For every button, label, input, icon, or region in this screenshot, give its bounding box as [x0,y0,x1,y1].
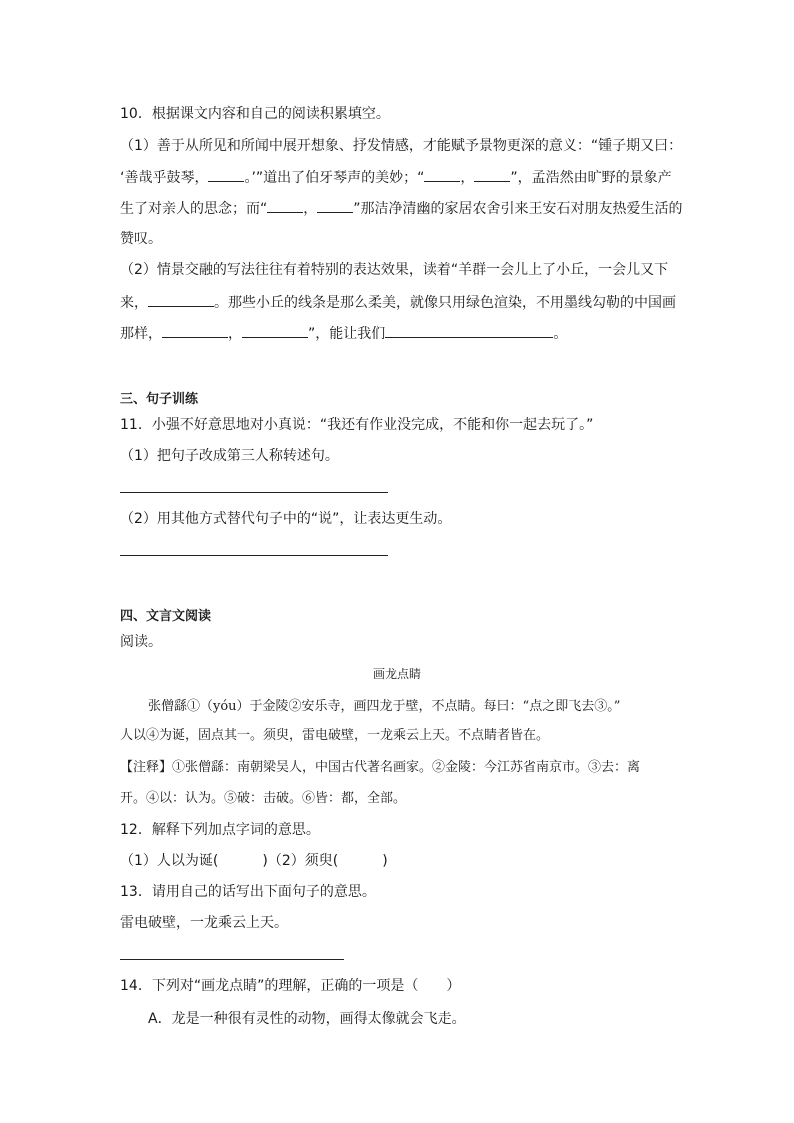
notes-line1: 【注释】①张僧繇：南朝梁吴人，中国古代著名画家。②金陵：今江苏省南京市。③去：离 [120,760,641,775]
q10-part1-line4: 赞叹。 [120,231,162,247]
q10-part1-line3-text-c: ”那洁净清幽的家居农舍引来王安石对朋友热爱生活的 [353,201,683,217]
q11-part1: （1）把句子改成第三人称转述句。 [120,448,339,464]
q10-part2-line2-text-b: 。那些小丘的线条是那么柔美，就像只用绿色渲染，不用墨线勾勒的中国画 [214,295,676,311]
passage-line2: 人以④为诞，固点其一。须臾，雷电破壁，一龙乘云上天。不点睛者皆在。 [120,728,550,743]
q14-option-a[interactable]: A．龙是一种很有灵性的动物，画得太像就会飞走。 [148,1011,466,1027]
q10-part2-line2 [120,292,676,313]
q11-stem: 11．小强不好意思地对小真说：“我还有作业没完成，不能和你一起去玩了。” [120,417,594,433]
q12-items [120,851,388,871]
q12-item2-label: )（2）须臾( [262,853,339,869]
q12-item1-label: （1）人以为诞( [120,853,219,869]
q10-part2-line3-text-d: 。 [553,326,568,342]
q10-blank-8[interactable] [242,323,308,338]
q10-part1-line2 [120,167,672,188]
q10-part1-line3-text-a: 生了对亲人的思念；而“ [120,201,268,217]
q10-blank-1[interactable] [208,167,244,182]
q10-part2-line2-text-a: 来， [120,295,148,311]
q10-part2-line3-text-c: ”，能让我们 [308,326,386,342]
q10-blank-9[interactable] [385,323,553,338]
q10-part2-line3-text-a: 那样， [120,326,162,342]
q10-blank-7[interactable] [162,323,228,338]
q10-blank-4[interactable] [267,198,303,213]
q10-part1-line2-text-d: ”，孟浩然由旷野的景象产 [510,170,672,186]
q10-blank-5[interactable] [317,198,353,213]
q11-part1-answer-line[interactable] [120,492,388,493]
q12-close-paren: ) [382,853,388,869]
q10-part1-line2-text-b: 。’”道出了伯牙琴声的美妙；“ [244,170,425,186]
reading-intro: 阅读。 [120,634,162,650]
section4-heading: 四、文言文阅读 [120,609,212,624]
q13-sentence: 雷电破壁，一龙乘云上天。 [120,915,288,931]
q10-part2-line1: （2）情景交融的写法往往有着特别的表达效果，读着“羊群一会儿上了小丘，一会儿又下 [120,262,669,278]
q14-stem: 14．下列对“画龙点睛”的理解，正确的一项是（ ） [120,978,461,994]
q10-part2-line3-text-b: ， [228,326,242,342]
passage-title: 画龙点睛 [372,667,421,681]
section3-heading: 三、句子训练 [120,392,199,407]
q10-stem: 10．根据课文内容和自己的阅读积累填空。 [120,106,390,122]
q10-part1-line2-text-c: ， [460,170,475,186]
q10-blank-6[interactable] [148,292,214,307]
q13-answer-line[interactable] [120,959,344,960]
q10-blank-3[interactable] [474,167,510,182]
q10-part1-line1: （1）善于从所见和所闻中展开想象、抒发情感，才能赋予景物更深的意义：“锺子期又曰： [120,138,683,154]
q13-stem: 13．请用自己的话写出下面句子的意思。 [120,884,376,900]
q11-part2: （2）用其他方式替代句子中的“说”，让表达更生动。 [120,511,452,527]
q10-part1-line3 [120,198,683,219]
q12-stem: 12．解释下列加点字词的意思。 [120,822,320,838]
q10-part1-line2-text-a: ‘善哉乎鼓琴， [120,170,209,186]
notes-line2: 开。④以：认为。⑤破：击破。⑥皆：都，全部。 [120,791,407,806]
q10-part1-line3-text-b: ， [303,201,318,217]
q10-blank-2[interactable] [424,167,460,182]
q10-part2-line3 [120,323,567,344]
passage-line1: 张僧繇①（yóu）于金陵②安乐寺，画四龙于壁，不点睛。每曰：“点之即飞去③。” [148,699,621,714]
q11-part2-answer-line[interactable] [120,555,388,556]
